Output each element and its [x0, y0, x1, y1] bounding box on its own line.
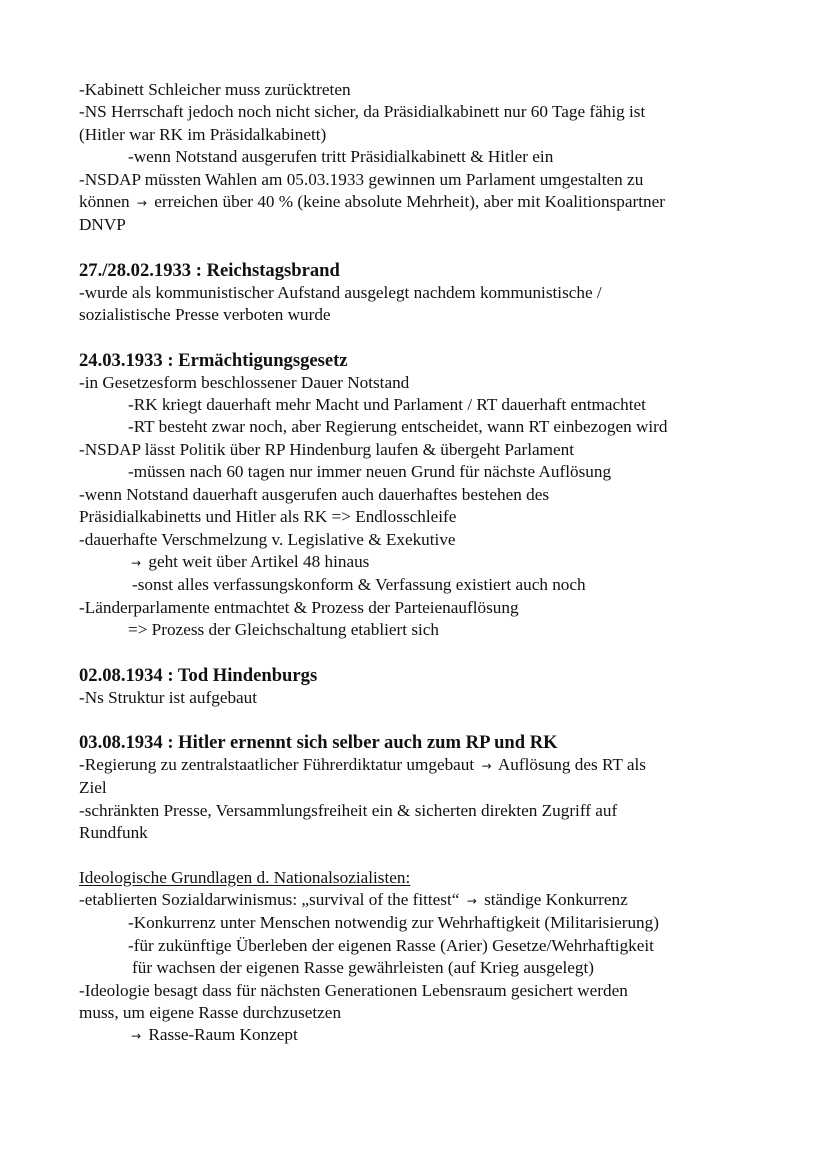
spacer — [79, 327, 779, 349]
section-hitler-rp-rk — [79, 731, 779, 845]
text-line — [79, 551, 779, 574]
text-fragment: ständige Konkurrenz — [484, 889, 628, 909]
section-reichstagsbrand — [79, 259, 779, 327]
text-line: -NSDAP müssten Wahlen am 05.03.1933 gewinnen um Parlament umgestalten zu — [79, 169, 644, 189]
text-fragment: -Regierung zu zentralstaatlicher Führerdiktatur umgebaut — [79, 754, 475, 774]
text-line: -für zukünftige Überleben der eigenen Rasse (Arier) Gesetze/Wehrhaftigkeit — [128, 935, 654, 955]
text-line: muss, um eigene Rasse durchzusetzen — [79, 1003, 342, 1022]
text-line — [79, 754, 779, 777]
text-line: -NSDAP lässt Politik über RP Hindenburg laufen & übergeht Parlament — [79, 439, 575, 459]
text-line: Präsidialkabinetts und Hitler als RK => Endlosschleife — [79, 507, 457, 527]
text-line: -Kabinett Schleicher muss zurücktreten — [79, 80, 351, 99]
text-line: -wenn Notstand ausgerufen tritt Präsidialkabinett & Hitler ein — [128, 147, 554, 167]
spacer — [79, 709, 779, 731]
text-fragment: -etablierten Sozialdarwinismus: „survival of the fittest“ — [79, 889, 460, 909]
text-line: -wurde als kommunistischer Aufstand ausgelegt nachdem kommunistische / — [79, 282, 602, 302]
text-line — [79, 191, 779, 214]
text-line: -RT besteht zwar noch, aber Regierung entscheidet, wann RT einbezogen wird — [128, 417, 668, 437]
text-fragment: erreichen über 40 % (keine absolute Mehrheit), aber mit Koalitionspartner — [154, 192, 665, 212]
text-fragment: Auflösung des RT als — [497, 754, 646, 774]
text-line: => Prozess der Gleichschaltung etabliert sich — [128, 620, 440, 640]
text-line: -Konkurrenz unter Menschen notwendig zur Wehrhaftigkeit (Militarisierung) — [128, 913, 659, 933]
text-line: (Hitler war RK im Präsidalkabinett) — [79, 124, 327, 144]
document-page — [79, 79, 779, 1048]
section-ideologie — [79, 867, 779, 1048]
text-line: -sonst alles verfassungskonform & Verfassung existiert auch noch — [132, 575, 586, 595]
section-heading: 02.08.1934 : Tod Hindenburgs — [79, 664, 318, 686]
text-line: -Ns Struktur ist aufgebaut — [79, 687, 258, 707]
section-heading: 03.08.1934 : Hitler ernennt sich selber auch zum RP und RK — [79, 731, 558, 753]
spacer — [79, 845, 779, 867]
text-fragment: Rasse-Raum Konzept — [148, 1025, 298, 1045]
text-line — [79, 1024, 779, 1047]
text-line — [79, 889, 779, 912]
text-line: -Ideologie besagt dass für nächsten Generationen Lebensraum gesichert werden — [79, 980, 628, 1000]
section-heading: Ideologische Grundlagen d. Nationalsozialisten: — [79, 867, 411, 887]
text-line: sozialistische Presse verboten wurde — [79, 305, 331, 325]
section-tod-hindenburgs — [79, 664, 779, 709]
section-heading: 27./28.02.1933 : Reichstagsbrand — [79, 259, 340, 281]
text-line: -wenn Notstand dauerhaft ausgerufen auch dauerhaftes bestehen des — [79, 484, 550, 504]
text-line: -dauerhafte Verschmelzung v. Legislative & Exekutive — [79, 529, 456, 549]
right-arrow-icon: → — [136, 196, 147, 211]
spacer — [79, 237, 779, 259]
text-line: Rundfunk — [79, 823, 148, 843]
text-line: für wachsen der eigenen Rasse gewährleisten (auf Krieg ausgelegt) — [132, 958, 594, 978]
text-line: -schränkten Presse, Versammlungsfreiheit ein & sicherten direkten Zugriff auf — [79, 800, 618, 820]
text-line: -müssen nach 60 tagen nur immer neuen Grund für nächste Auflösung — [128, 462, 612, 482]
text-line: -Länderparlamente entmachtet & Prozess der Parteienauflösung — [79, 597, 519, 617]
text-line: -RK kriegt dauerhaft mehr Macht und Parlament / RT dauerhaft entmachtet — [128, 395, 646, 415]
right-arrow-icon: → — [481, 758, 492, 773]
spacer — [79, 642, 779, 664]
intro-section — [79, 79, 779, 237]
right-arrow-icon: → — [131, 1029, 142, 1044]
text-line: Ziel — [79, 778, 107, 798]
text-line: -NS Herrschaft jedoch noch nicht sicher, da Präsidialkabinett nur 60 Tage fähig ist — [79, 102, 646, 122]
right-arrow-icon: → — [466, 893, 477, 908]
right-arrow-icon: → — [131, 555, 142, 570]
text-line: DNVP — [79, 215, 126, 235]
section-heading: 24.03.1933 : Ermächtigungsgesetz — [79, 349, 348, 371]
section-ermaechtigungsgesetz — [79, 349, 779, 642]
text-fragment: können — [79, 192, 130, 212]
text-fragment: geht weit über Artikel 48 hinaus — [148, 551, 370, 571]
text-line: -in Gesetzesform beschlossener Dauer Notstand — [79, 372, 410, 392]
